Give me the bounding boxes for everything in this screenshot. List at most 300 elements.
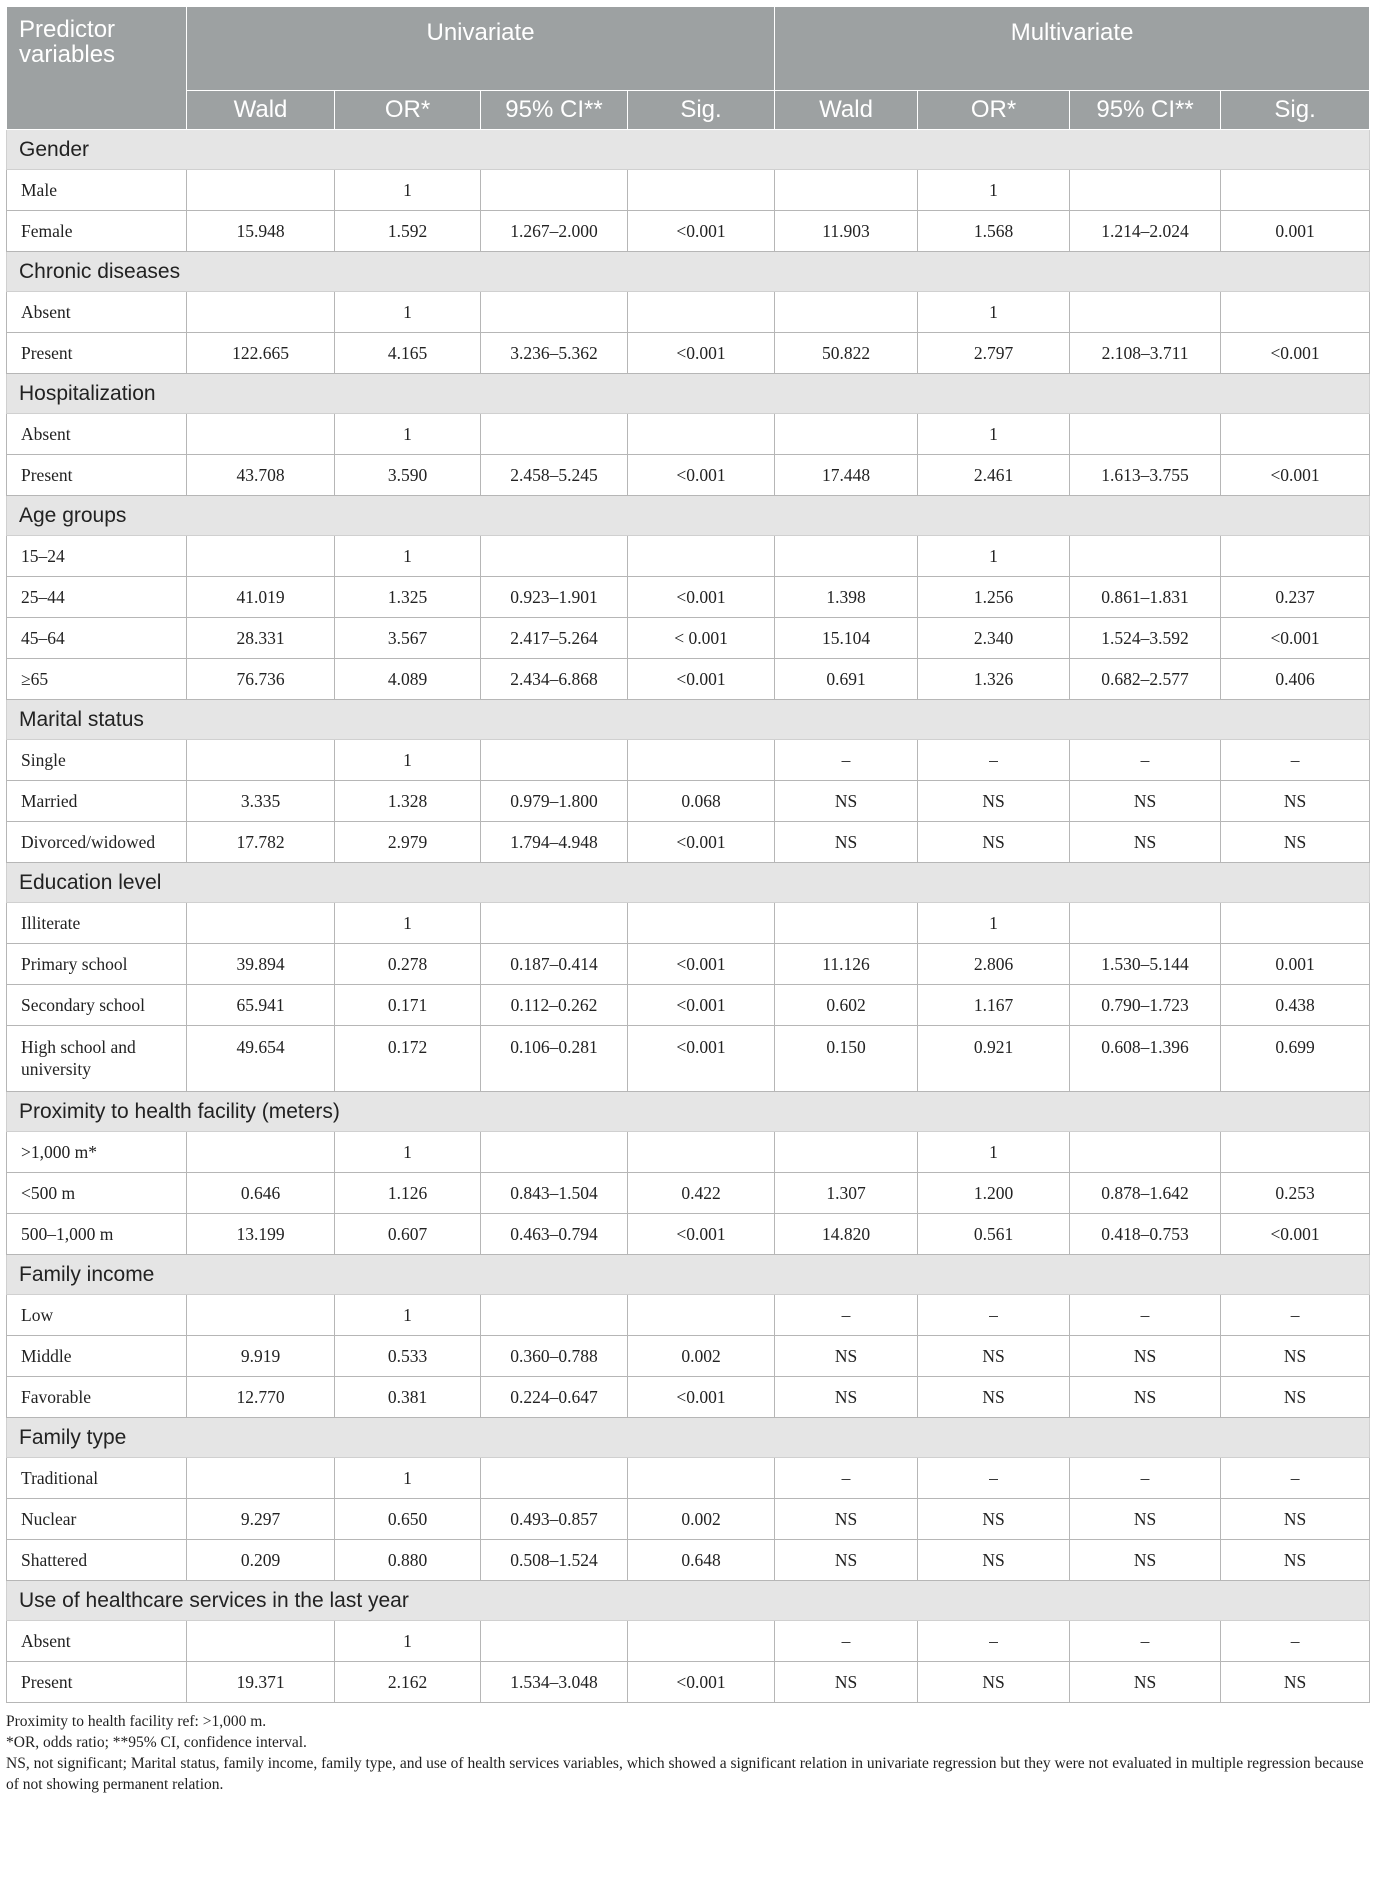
section-title: Proximity to health facility (meters) [7, 1092, 1370, 1132]
table-cell: 13.199 [187, 1214, 335, 1255]
table-cell: 1.524–3.592 [1070, 618, 1221, 659]
table-cell: 0.360–0.788 [481, 1336, 628, 1377]
section-title: Family income [7, 1255, 1370, 1295]
table-cell: 0.921 [918, 1026, 1070, 1092]
table-cell: 1 [335, 1132, 481, 1173]
table-cell: 0.106–0.281 [481, 1026, 628, 1092]
row-label: Present [7, 455, 187, 496]
table-cell: NS [1070, 1336, 1221, 1377]
col-header-multi-or: OR* [918, 91, 1070, 130]
table-cell: <0.001 [1221, 618, 1370, 659]
table-cell [628, 1458, 775, 1499]
table-cell: NS [775, 781, 918, 822]
table-cell: 0.150 [775, 1026, 918, 1092]
table-cell [628, 170, 775, 211]
table-cell: <0.001 [1221, 455, 1370, 496]
table-cell [628, 1132, 775, 1173]
table-cell: <0.001 [628, 985, 775, 1026]
section-title: Hospitalization [7, 374, 1370, 414]
table-cell: 2.108–3.711 [1070, 333, 1221, 374]
table-cell: – [918, 1621, 1070, 1662]
table-cell: <0.001 [628, 1214, 775, 1255]
table-cell: NS [1221, 1499, 1370, 1540]
section-title: Use of healthcare services in the last year [7, 1581, 1370, 1621]
table-cell: 12.770 [187, 1377, 335, 1418]
row-label: Nuclear [7, 1499, 187, 1540]
section-title: Age groups [7, 496, 1370, 536]
table-cell [628, 414, 775, 455]
table-cell: 1 [335, 1295, 481, 1336]
table-cell: 0.648 [628, 1540, 775, 1581]
table-cell: 0.172 [335, 1026, 481, 1092]
table-cell: <0.001 [1221, 1214, 1370, 1255]
table-cell: 0.682–2.577 [1070, 659, 1221, 700]
table-cell: NS [1221, 781, 1370, 822]
table-cell: 0.224–0.647 [481, 1377, 628, 1418]
table-cell [775, 170, 918, 211]
table-cell: <0.001 [628, 577, 775, 618]
table-cell: NS [1221, 1377, 1370, 1418]
table-row [7, 211, 1370, 252]
table-cell [775, 1132, 918, 1173]
row-label: Male [7, 170, 187, 211]
section-header-row [7, 496, 1370, 536]
table-cell: <0.001 [628, 455, 775, 496]
table-cell: <0.001 [628, 333, 775, 374]
table-cell [1221, 903, 1370, 944]
table-cell [1221, 536, 1370, 577]
table-cell [187, 740, 335, 781]
col-header-multi-ci: 95% CI** [1070, 91, 1221, 130]
table-cell: NS [1070, 781, 1221, 822]
table-cell: 17.448 [775, 455, 918, 496]
section-header-row [7, 863, 1370, 903]
table-cell [187, 170, 335, 211]
table-cell [481, 740, 628, 781]
table-cell: 2.162 [335, 1662, 481, 1703]
table-cell: <0.001 [628, 1377, 775, 1418]
table-cell: 4.089 [335, 659, 481, 700]
table-cell: – [1070, 1458, 1221, 1499]
table-cell [1070, 170, 1221, 211]
table-cell: 0.438 [1221, 985, 1370, 1026]
table-cell: 1 [918, 903, 1070, 944]
table-cell: 1 [335, 740, 481, 781]
table-row [7, 985, 1370, 1026]
table-cell: 0.001 [1221, 211, 1370, 252]
table-row [7, 1295, 1370, 1336]
table-cell: 19.371 [187, 1662, 335, 1703]
table-row [7, 944, 1370, 985]
table-cell: 1 [335, 903, 481, 944]
table-cell [628, 1621, 775, 1662]
footnote-ns: NS, not significant; Marital status, family income, family type, and use of health services variables, which showed a significant relation in univariate regression but they were not evaluated in multiple regression because of not showing permanent relation. [6, 1755, 1364, 1793]
row-label: 500–1,000 m [7, 1214, 187, 1255]
table-cell: 2.417–5.264 [481, 618, 628, 659]
table-row [7, 536, 1370, 577]
table-cell: 1.530–5.144 [1070, 944, 1221, 985]
table-cell: 0.493–0.857 [481, 1499, 628, 1540]
table-cell [1221, 1132, 1370, 1173]
table-cell: 1 [918, 1132, 1070, 1173]
table-cell: NS [918, 822, 1070, 863]
row-label: Middle [7, 1336, 187, 1377]
table-cell: – [1221, 1295, 1370, 1336]
section-title: Education level [7, 863, 1370, 903]
table-row [7, 903, 1370, 944]
table-cell: NS [1070, 1662, 1221, 1703]
table-cell: 9.919 [187, 1336, 335, 1377]
table-cell: 2.461 [918, 455, 1070, 496]
table-cell: 1.267–2.000 [481, 211, 628, 252]
table-cell: – [918, 740, 1070, 781]
table-cell: 0.422 [628, 1173, 775, 1214]
table-cell: 0.561 [918, 1214, 1070, 1255]
table-cell: 2.979 [335, 822, 481, 863]
table-cell: <0.001 [628, 944, 775, 985]
table-row [7, 414, 1370, 455]
table-cell: 0.112–0.262 [481, 985, 628, 1026]
row-label: <500 m [7, 1173, 187, 1214]
table-cell: 0.002 [628, 1499, 775, 1540]
table-cell [628, 536, 775, 577]
table-cell: – [1070, 1621, 1221, 1662]
row-label: Absent [7, 1621, 187, 1662]
row-label: Secondary school [7, 985, 187, 1026]
section-header-row [7, 1255, 1370, 1295]
table-cell: 15.948 [187, 211, 335, 252]
table-row [7, 1377, 1370, 1418]
table-cell: – [1221, 1458, 1370, 1499]
univariate-header: Univariate [187, 7, 775, 91]
table-cell [481, 170, 628, 211]
table-row [7, 1173, 1370, 1214]
table-cell [481, 1621, 628, 1662]
table-cell: 1.214–2.024 [1070, 211, 1221, 252]
table-cell: NS [1221, 1662, 1370, 1703]
table-cell [1221, 414, 1370, 455]
table-cell [481, 1458, 628, 1499]
table-cell: 4.165 [335, 333, 481, 374]
table-row [7, 1540, 1370, 1581]
table-cell: NS [1070, 1540, 1221, 1581]
table-cell [1221, 292, 1370, 333]
row-label: Primary school [7, 944, 187, 985]
col-header-uni-ci: 95% CI** [481, 91, 628, 130]
row-label: Divorced/widowed [7, 822, 187, 863]
table-cell: 1.325 [335, 577, 481, 618]
table-cell [1070, 414, 1221, 455]
section-header-row [7, 1581, 1370, 1621]
table-cell [481, 536, 628, 577]
table-cell: 1 [335, 414, 481, 455]
table-cell: – [1221, 1621, 1370, 1662]
table-cell: 0.418–0.753 [1070, 1214, 1221, 1255]
row-label: ≥65 [7, 659, 187, 700]
table-row [7, 170, 1370, 211]
table-cell: 15.104 [775, 618, 918, 659]
table-cell: 0.878–1.642 [1070, 1173, 1221, 1214]
row-label: Absent [7, 414, 187, 455]
table-cell: 0.843–1.504 [481, 1173, 628, 1214]
table-cell: NS [918, 1662, 1070, 1703]
table-cell [1070, 903, 1221, 944]
col-header-uni-or: OR* [335, 91, 481, 130]
table-cell: – [1070, 740, 1221, 781]
table-cell: 0.068 [628, 781, 775, 822]
footnotes [6, 1711, 1369, 1795]
table-cell: 0.001 [1221, 944, 1370, 985]
table-cell: 1 [335, 170, 481, 211]
table-cell: 14.820 [775, 1214, 918, 1255]
table-cell: 0.650 [335, 1499, 481, 1540]
table-cell: NS [918, 1540, 1070, 1581]
table-cell: 0.278 [335, 944, 481, 985]
table-cell: 0.237 [1221, 577, 1370, 618]
table-cell [775, 536, 918, 577]
table-cell: 0.171 [335, 985, 481, 1026]
table-cell: 1.328 [335, 781, 481, 822]
table-cell: 2.797 [918, 333, 1070, 374]
section-title: Marital status [7, 700, 1370, 740]
table-row [7, 1621, 1370, 1662]
table-cell: 0.790–1.723 [1070, 985, 1221, 1026]
table-cell: NS [1070, 1499, 1221, 1540]
table-cell: NS [1221, 822, 1370, 863]
table-cell: NS [775, 1377, 918, 1418]
table-cell: NS [775, 1662, 918, 1703]
table-cell: 50.822 [775, 333, 918, 374]
table-cell: 0.979–1.800 [481, 781, 628, 822]
table-cell: NS [775, 1499, 918, 1540]
table-row [7, 1026, 1370, 1092]
table-cell [775, 903, 918, 944]
regression-table [6, 6, 1370, 1703]
table-cell: NS [1070, 822, 1221, 863]
section-header-row [7, 1092, 1370, 1132]
row-label: >1,000 m* [7, 1132, 187, 1173]
table-cell [628, 903, 775, 944]
table-row [7, 822, 1370, 863]
table-cell: – [775, 1458, 918, 1499]
table-cell: 39.894 [187, 944, 335, 985]
table-cell [187, 1132, 335, 1173]
table-cell: 0.002 [628, 1336, 775, 1377]
table-cell [481, 1132, 628, 1173]
table-cell: 3.567 [335, 618, 481, 659]
table-cell [628, 292, 775, 333]
table-cell [481, 414, 628, 455]
table-cell: 1.167 [918, 985, 1070, 1026]
table-cell: 0.608–1.396 [1070, 1026, 1221, 1092]
table-cell: 49.654 [187, 1026, 335, 1092]
table-row [7, 1214, 1370, 1255]
table-cell [481, 1295, 628, 1336]
table-cell: 17.782 [187, 822, 335, 863]
section-title: Family type [7, 1418, 1370, 1458]
table-cell: 0.923–1.901 [481, 577, 628, 618]
table-cell: 1.613–3.755 [1070, 455, 1221, 496]
table-cell [481, 903, 628, 944]
table-cell: NS [775, 1336, 918, 1377]
table-cell [187, 1295, 335, 1336]
table-cell: – [775, 740, 918, 781]
table-cell [187, 292, 335, 333]
table-cell: NS [775, 1540, 918, 1581]
table-cell: 122.665 [187, 333, 335, 374]
table-cell: <0.001 [628, 822, 775, 863]
table-body [7, 130, 1370, 1703]
table-cell: – [1070, 1295, 1221, 1336]
section-header-row [7, 1418, 1370, 1458]
table-cell: 1 [918, 536, 1070, 577]
section-header-row [7, 700, 1370, 740]
col-header-uni-sig: Sig. [628, 91, 775, 130]
table-cell: 0.508–1.524 [481, 1540, 628, 1581]
table-row [7, 1132, 1370, 1173]
table-cell: 1.398 [775, 577, 918, 618]
table-cell: 2.458–5.245 [481, 455, 628, 496]
table-cell: – [775, 1295, 918, 1336]
table-cell: 0.880 [335, 1540, 481, 1581]
table-cell: 3.590 [335, 455, 481, 496]
table-cell: NS [918, 1499, 1070, 1540]
table-cell: 3.335 [187, 781, 335, 822]
table-cell [1070, 292, 1221, 333]
table-cell: 1.568 [918, 211, 1070, 252]
table-cell: 0.381 [335, 1377, 481, 1418]
table-row [7, 292, 1370, 333]
table-cell: 43.708 [187, 455, 335, 496]
table-cell: 0.187–0.414 [481, 944, 628, 985]
table-cell: NS [1221, 1540, 1370, 1581]
table-cell [1070, 536, 1221, 577]
table-cell: 1.307 [775, 1173, 918, 1214]
table-cell: 9.297 [187, 1499, 335, 1540]
table-row [7, 740, 1370, 781]
row-label: Low [7, 1295, 187, 1336]
table-row [7, 659, 1370, 700]
table-cell: 1 [918, 414, 1070, 455]
section-header-row [7, 374, 1370, 414]
table-cell: 3.236–5.362 [481, 333, 628, 374]
table-cell: 1 [335, 292, 481, 333]
table-cell: < 0.001 [628, 618, 775, 659]
table-cell: 1.126 [335, 1173, 481, 1214]
table-cell [187, 1621, 335, 1662]
table-cell: 1.794–4.948 [481, 822, 628, 863]
section-header-row [7, 130, 1370, 170]
table-cell: 0.699 [1221, 1026, 1370, 1092]
multivariate-header: Multivariate [775, 7, 1370, 91]
predictor-variables-header: Predictor variables [7, 7, 187, 130]
row-label: 45–64 [7, 618, 187, 659]
table-row [7, 618, 1370, 659]
row-label: Favorable [7, 1377, 187, 1418]
table-cell: 0.691 [775, 659, 918, 700]
table-cell [187, 536, 335, 577]
table-cell: 1.592 [335, 211, 481, 252]
table-cell: 0.646 [187, 1173, 335, 1214]
section-header-row [7, 252, 1370, 292]
table-row [7, 1336, 1370, 1377]
table-cell: 76.736 [187, 659, 335, 700]
table-cell: 1 [918, 292, 1070, 333]
table-cell: 11.903 [775, 211, 918, 252]
table-cell: 1.326 [918, 659, 1070, 700]
table-cell: 2.434–6.868 [481, 659, 628, 700]
table-row [7, 1662, 1370, 1703]
table-cell: <0.001 [628, 211, 775, 252]
table-cell: 11.126 [775, 944, 918, 985]
table-cell: 2.340 [918, 618, 1070, 659]
table-cell: <0.001 [628, 659, 775, 700]
table-header [7, 7, 1370, 130]
table-cell [187, 903, 335, 944]
row-label: Illiterate [7, 903, 187, 944]
table-cell: 41.019 [187, 577, 335, 618]
row-label: Single [7, 740, 187, 781]
table-cell: 0.602 [775, 985, 918, 1026]
section-title: Gender [7, 130, 1370, 170]
table-cell: 1.534–3.048 [481, 1662, 628, 1703]
table-cell: 65.941 [187, 985, 335, 1026]
row-label: Present [7, 1662, 187, 1703]
table-cell: 1.256 [918, 577, 1070, 618]
table-cell: NS [918, 781, 1070, 822]
table-cell: – [918, 1295, 1070, 1336]
table-cell: 1 [918, 170, 1070, 211]
table-cell: NS [775, 822, 918, 863]
table-cell: – [775, 1621, 918, 1662]
table-cell [1070, 1132, 1221, 1173]
col-header-uni-wald: Wald [187, 91, 335, 130]
table-cell [1221, 170, 1370, 211]
row-label: Absent [7, 292, 187, 333]
col-header-multi-sig: Sig. [1221, 91, 1370, 130]
regression-table-container [6, 6, 1369, 1795]
table-cell [628, 740, 775, 781]
row-label: Shattered [7, 1540, 187, 1581]
table-cell: NS [1070, 1377, 1221, 1418]
table-cell: 0.861–1.831 [1070, 577, 1221, 618]
table-cell: 0.406 [1221, 659, 1370, 700]
table-cell: 2.806 [918, 944, 1070, 985]
table-row [7, 781, 1370, 822]
table-row [7, 577, 1370, 618]
table-row [7, 455, 1370, 496]
row-label: High school and university [7, 1026, 187, 1092]
table-cell: – [918, 1458, 1070, 1499]
table-row [7, 1499, 1370, 1540]
footnote-reference: Proximity to health facility ref: >1,000 m. [6, 1713, 267, 1730]
table-cell: <0.001 [1221, 333, 1370, 374]
table-cell: 1 [335, 1621, 481, 1662]
table-cell: <0.001 [628, 1662, 775, 1703]
table-cell: 0.253 [1221, 1173, 1370, 1214]
table-cell: NS [1221, 1336, 1370, 1377]
table-cell: 1 [335, 536, 481, 577]
table-cell [775, 292, 918, 333]
row-label: Married [7, 781, 187, 822]
table-cell: 0.607 [335, 1214, 481, 1255]
table-cell [187, 1458, 335, 1499]
table-cell [775, 414, 918, 455]
table-cell: 1.200 [918, 1173, 1070, 1214]
row-label: Traditional [7, 1458, 187, 1499]
table-cell [481, 292, 628, 333]
row-label: Female [7, 211, 187, 252]
